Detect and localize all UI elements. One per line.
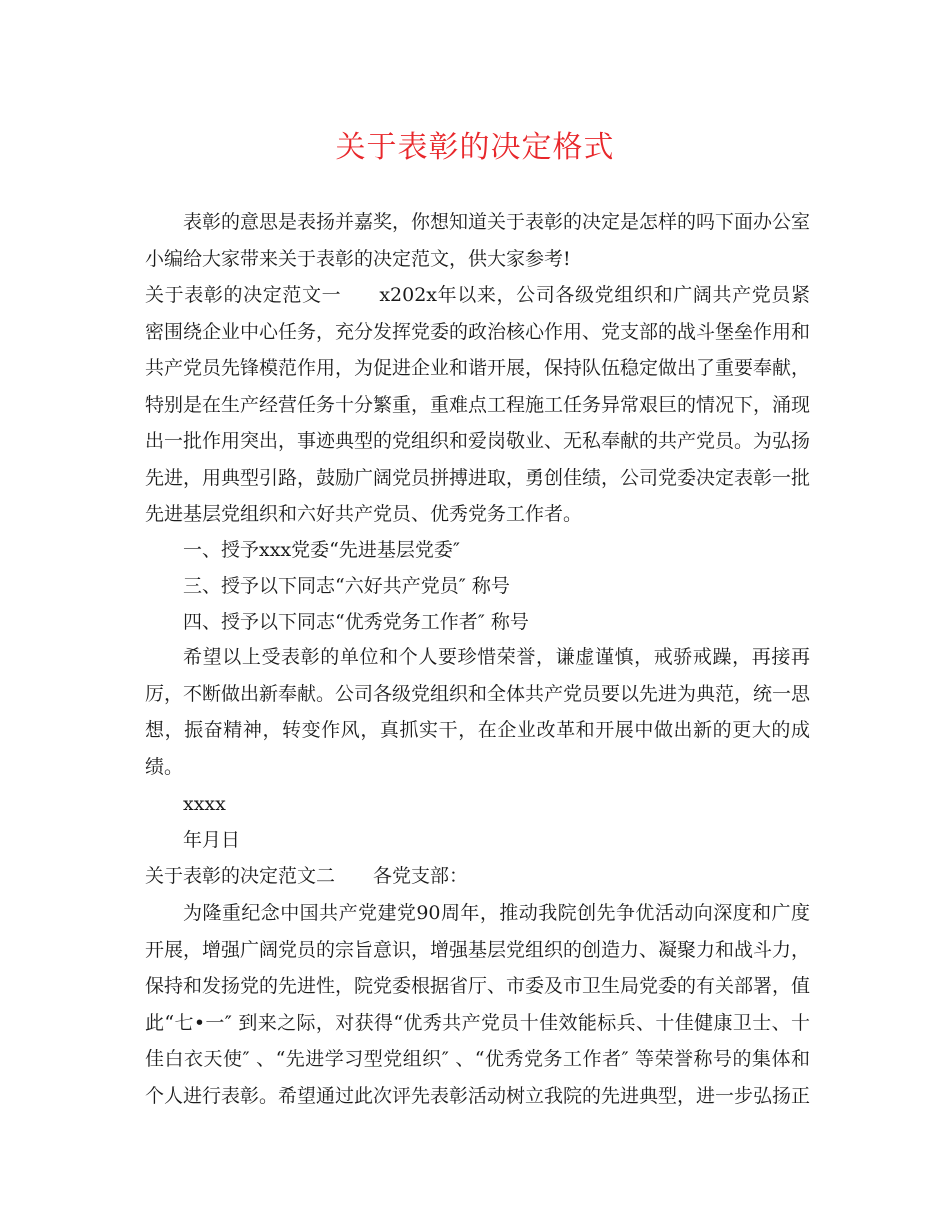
award-item: 一、授予xxx党委“先进基层党委″	[183, 539, 460, 561]
award-item: 三、授予以下同志“六好共产党员″ 称号	[183, 575, 510, 597]
sample2-salutation: 各党支部：	[373, 865, 469, 887]
date-line: 年月日	[183, 829, 241, 851]
sample2-header-line	[145, 858, 468, 894]
sample2-body: 为隆重纪念中国共产党建党90周年，推动我院创先争优活动向深度和广度开展，增强广阔党员的宗旨意识，增强基层党组织的创造力、凝聚力和战斗力，保持和发扬党的先进性，院党委根据省厅、市委及市卫生局党委的有关部署，值此“七•一″ 到来之际，对获得“优秀共产党员十佳效能标兵、十佳健康卫士、十佳白衣天使″ 、“先进学习型党组织″ 、“优秀党务工作者″ 等荣誉称号的集体和个人进行表彰。希望通过此次评先表彰活动树立我院的先进典型，进一步弘扬正	[145, 902, 811, 1107]
intro-paragraph: 表彰的意思是表扬并嘉奖，你想知道关于表彰的决定是怎样的吗下面办公室小编给大家带来关于表彰的决定范文，供大家参考!	[145, 211, 811, 270]
sample1-body: x202x年以来，公司各级党组织和广阔共产党员紧密围绕企业中心任务，充分发挥党委的政治核心作用、党支部的战斗堡垒作用和共产党员先锋模范作用，为促进企业和谐开展，保持队伍稳定做出了重要奉献，特别是在生产经营任务十分繁重，重难点工程施工任务异常艰巨的情况下，涌现出一批作用突出，事迹典型的党组织和爱岗敬业、无私奉献的共产党员。为弘扬先进，用典型引路，鼓励广阔党员拼搏进取，勇创佳绩，公司党委决定表彰一批先进基层党组织和六好共产党员、优秀党务工作者。	[145, 284, 811, 525]
sample1-paragraph	[145, 277, 810, 533]
award-item: 四、授予以下同志“优秀党务工作者″ 称号	[183, 611, 529, 633]
sample1-closing: 希望以上受表彰的单位和个人要珍惜荣誉，谦虚谨慎，戒骄戒躁，再接再厉，不断做出新奉献。公司各级党组织和全体共产党员要以先进为典范，统一思想，振奋精神，转变作风，真抓实干，在企业改革和开展中做出新的更大的成绩。	[145, 646, 811, 778]
sample2-heading: 关于表彰的决定范文二	[145, 865, 336, 887]
signature: xxxx	[183, 793, 226, 815]
document-title: 关于表彰的决定格式	[335, 130, 615, 165]
sample1-heading: 关于表彰的决定范文一	[145, 284, 342, 306]
